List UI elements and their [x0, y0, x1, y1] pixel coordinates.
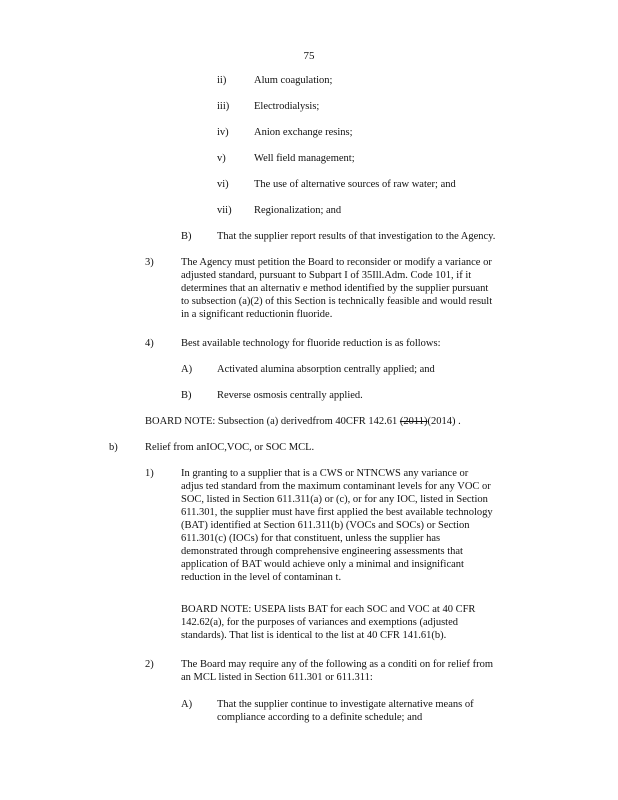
paragraph-line: reduction in the level of contaminan t. [181, 572, 342, 583]
paragraph-line: adjus ted standard from the maximum contaminant levels for any VOC or [181, 481, 491, 492]
paragraph-line: adjusted standard, pursuant to Subpart I of 35Ill.Adm. Code 101, if it [181, 270, 472, 281]
list-number: v) [217, 153, 226, 164]
paragraph-line: compliance according to a definite schedule; and [217, 712, 423, 723]
board-note [145, 415, 461, 428]
board-note-line: 142.62(a), for the purposes of variances and exemptions (adjusted [181, 617, 458, 628]
list-number: iv) [217, 127, 229, 138]
item-label: 1) [145, 468, 154, 479]
paragraph-line: (BAT) identified at Section 611.311(b) (VOCs and SOCs) or Section [181, 520, 470, 531]
paragraph-line: determines that an alternativ e method identified by the supplier pursuant [181, 283, 489, 294]
item-label: B) [181, 231, 192, 242]
list-item: Alum coagulation; [254, 75, 333, 86]
item-label: B) [181, 390, 192, 401]
page-number: 75 [303, 50, 315, 62]
list-item: Anion exchange resins; [254, 127, 353, 138]
board-note-line: standards). That list is identical to the list at 40 CFR 141.61(b). [181, 630, 447, 641]
item-label: A) [181, 699, 193, 710]
paragraph-line: 611.301, the supplier must have first applied the best available technology [181, 507, 493, 518]
inserted-text: (2014) . [427, 416, 461, 427]
list-item: Regionalization; and [254, 205, 342, 216]
section-heading: Relief from anIOC,VOC, or SOC MCL. [145, 442, 315, 453]
item-text: Reverse osmosis centrally applied. [217, 390, 363, 401]
section-label: b) [109, 442, 118, 453]
list-number: ii) [217, 75, 227, 86]
item-label: A) [181, 364, 193, 375]
paragraph-line: SOC, listed in Section 611.311(a) or (c), or for any IOC, listed in Section [181, 494, 488, 505]
item-text: Best available technology for fluoride reduction is as follows: [181, 338, 441, 349]
paragraph-line: 611.301(c) (IOCs) for that constituent, unless the supplier has [181, 533, 441, 544]
item-text: Activated alumina absorption centrally applied; and [217, 364, 435, 375]
board-note-text: BOARD NOTE: Subsection (a) derivedfrom 40CFR 142.61 [145, 416, 398, 427]
list-item: Well field management; [254, 153, 355, 164]
list-number: iii) [217, 101, 230, 112]
paragraph-line: demonstrated through comprehensive engineering assessments that [181, 546, 463, 557]
item-label: 4) [145, 338, 154, 349]
paragraph-line: in a significant reductionin fluoride. [181, 309, 333, 320]
struck-text: (2011) [399, 416, 428, 427]
list-item: Electrodialysis; [254, 101, 320, 112]
item-text: That the supplier report results of that investigation to the Agency. [217, 231, 496, 242]
paragraph-line: an MCL listed in Section 611.301 or 611.311: [181, 672, 373, 683]
item-label: 2) [145, 659, 154, 670]
paragraph-line: The Agency must petition the Board to reconsider or modify a variance or [181, 257, 492, 268]
paragraph-line: application of BAT would achieve only a minimal and insignificant [181, 559, 464, 570]
paragraph-line: The Board may require any of the following as a conditi on for relief from [181, 659, 493, 670]
list-number: vi) [217, 179, 229, 190]
board-note-line: BOARD NOTE: USEPA lists BAT for each SOC and VOC at 40 CFR [181, 604, 476, 615]
paragraph-line: That the supplier continue to investigate alternative means of [217, 699, 474, 710]
list-item: The use of alternative sources of raw water; and [254, 179, 456, 190]
paragraph-line: In granting to a supplier that is a CWS or NTNCWS any variance or [181, 468, 469, 479]
item-label: 3) [145, 257, 154, 268]
paragraph-line: to subsection (a)(2) of this Section is technically feasible and would result [181, 296, 493, 307]
list-number: vii) [217, 205, 232, 216]
